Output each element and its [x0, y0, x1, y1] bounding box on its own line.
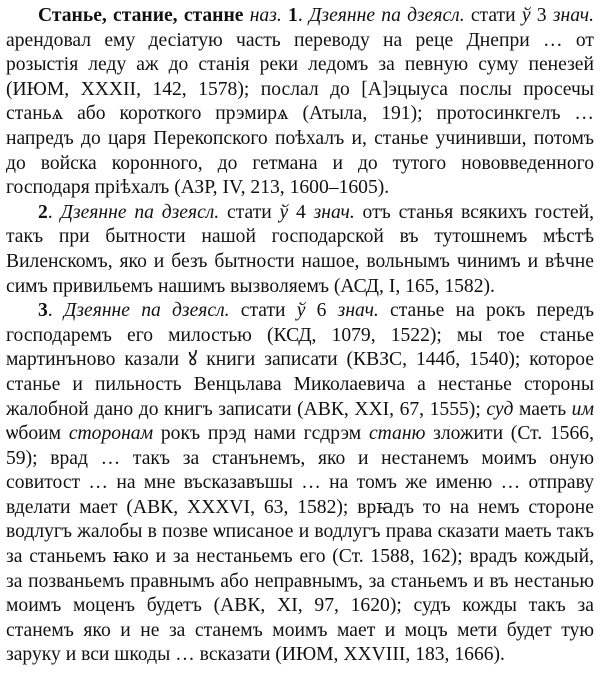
text-run: рокъ прэд нами гсдрэм: [153, 423, 369, 445]
text-run: 3: [38, 300, 48, 322]
text-run: им: [571, 398, 594, 420]
text-run: Дзеянне па дзеясл.: [63, 300, 230, 322]
text-run: ў: [521, 5, 531, 26]
text-run: 1: [288, 5, 298, 26]
text-run: ў: [279, 201, 289, 223]
text-run: 6: [305, 300, 338, 322]
text-run: .: [47, 300, 64, 322]
text-run: знач.: [313, 201, 355, 223]
text-run: 4: [288, 201, 314, 223]
text-run: 3: [530, 5, 553, 26]
text-run: суд: [486, 398, 514, 420]
text-run: 2: [38, 201, 48, 223]
text-run: арендовал ему десіатую часть переводу на реце Днепри … от розыстія леду аж до станія реки ледомъ за певную суму пенезей (ИЮМ, XXXII, 142, 1578); послал до [А]эцыуса послы просечы станьѧ або короткого прэмирѧ (Атыла, 191); протосинкгелъ … напредъ до царя Перекопского поѣхалъ и, станье учинивши, потомъ до войска коронного, до гетмана и до тутого нововведенного господаря пріѣхалъ (АЗР, IV, 213, 1600–1605).: [6, 29, 594, 199]
text-run: станье на рокъ передъ господаремъ его милостью (КСД, 1079, 1522); мы тое станье мартинъново казали ꙋ книги записати (КВЗС, 144б, 1540); которое станье и пильность Венцьлава Миколаевича а нестанье стороны жалобной дано до книгъ записати (АВК, XXI, 67, 1555);: [6, 300, 594, 420]
entry-paragraph-1: [6, 4, 594, 201]
text-run: Дзеянне па дзеясл.: [60, 201, 220, 223]
text-run: .: [297, 5, 309, 26]
text-run: .: [47, 201, 61, 223]
text-run: стати: [219, 201, 280, 223]
text-run: Станье, стание, станне: [38, 5, 244, 26]
text-run: знач.: [552, 5, 594, 26]
text-run: сторонам: [68, 423, 154, 445]
text-run: маеть: [513, 398, 572, 420]
entry-paragraph-3: [6, 299, 594, 668]
text-run: стати: [464, 5, 522, 26]
text-run: стати: [229, 300, 297, 322]
entry-paragraph-2: [6, 201, 594, 299]
text-run: станю: [368, 423, 426, 445]
text-run: зложити (Ст. 1566, 59); врад … такъ за станънемъ, яко и нестанемъ моимъ оную совитост … на мне въсказавъшы … на томъ же именю … отправу вделати мает (АВК, XXXVI, 63, 1582); врꙗдъ то на немъ стороне водлугъ жалобы в позве ѡписаное и водлугъ права сказати маеть такъ за станьемъ ꙗко и за нестаньемъ его (Ст. 1588, 162); врадъ кождый, за позваньемъ правнымъ або неправнымъ, за станьемъ и въ нестанью моимъ моценъ будетъ (АВК, XI, 97, 1620); судъ кожды такъ за станемъ яко и не за станемъ моимъ мает и моцъ мети будет тую заруку и вси шкоды … всказати (ИЮМ, XXVIII, 183, 1666).: [6, 423, 594, 666]
text-run: наз.: [249, 5, 282, 26]
text-run: ѡбоим: [6, 423, 69, 445]
text-run: отъ станья всякихъ гостей, такъ при бытности нашой господарской въ тутошнемъ мѣстѣ Виленскомъ, яко и безъ бытности нашое, вольнымъ чинимъ и вѣчне симъ привильемъ нашимъ вызволяемъ (АСД, I, 165, 1582).: [6, 201, 594, 297]
text-run: знач.: [337, 300, 379, 322]
text-run: ў: [296, 300, 306, 322]
text-run: Дзеянне па дзеясл.: [308, 5, 465, 26]
